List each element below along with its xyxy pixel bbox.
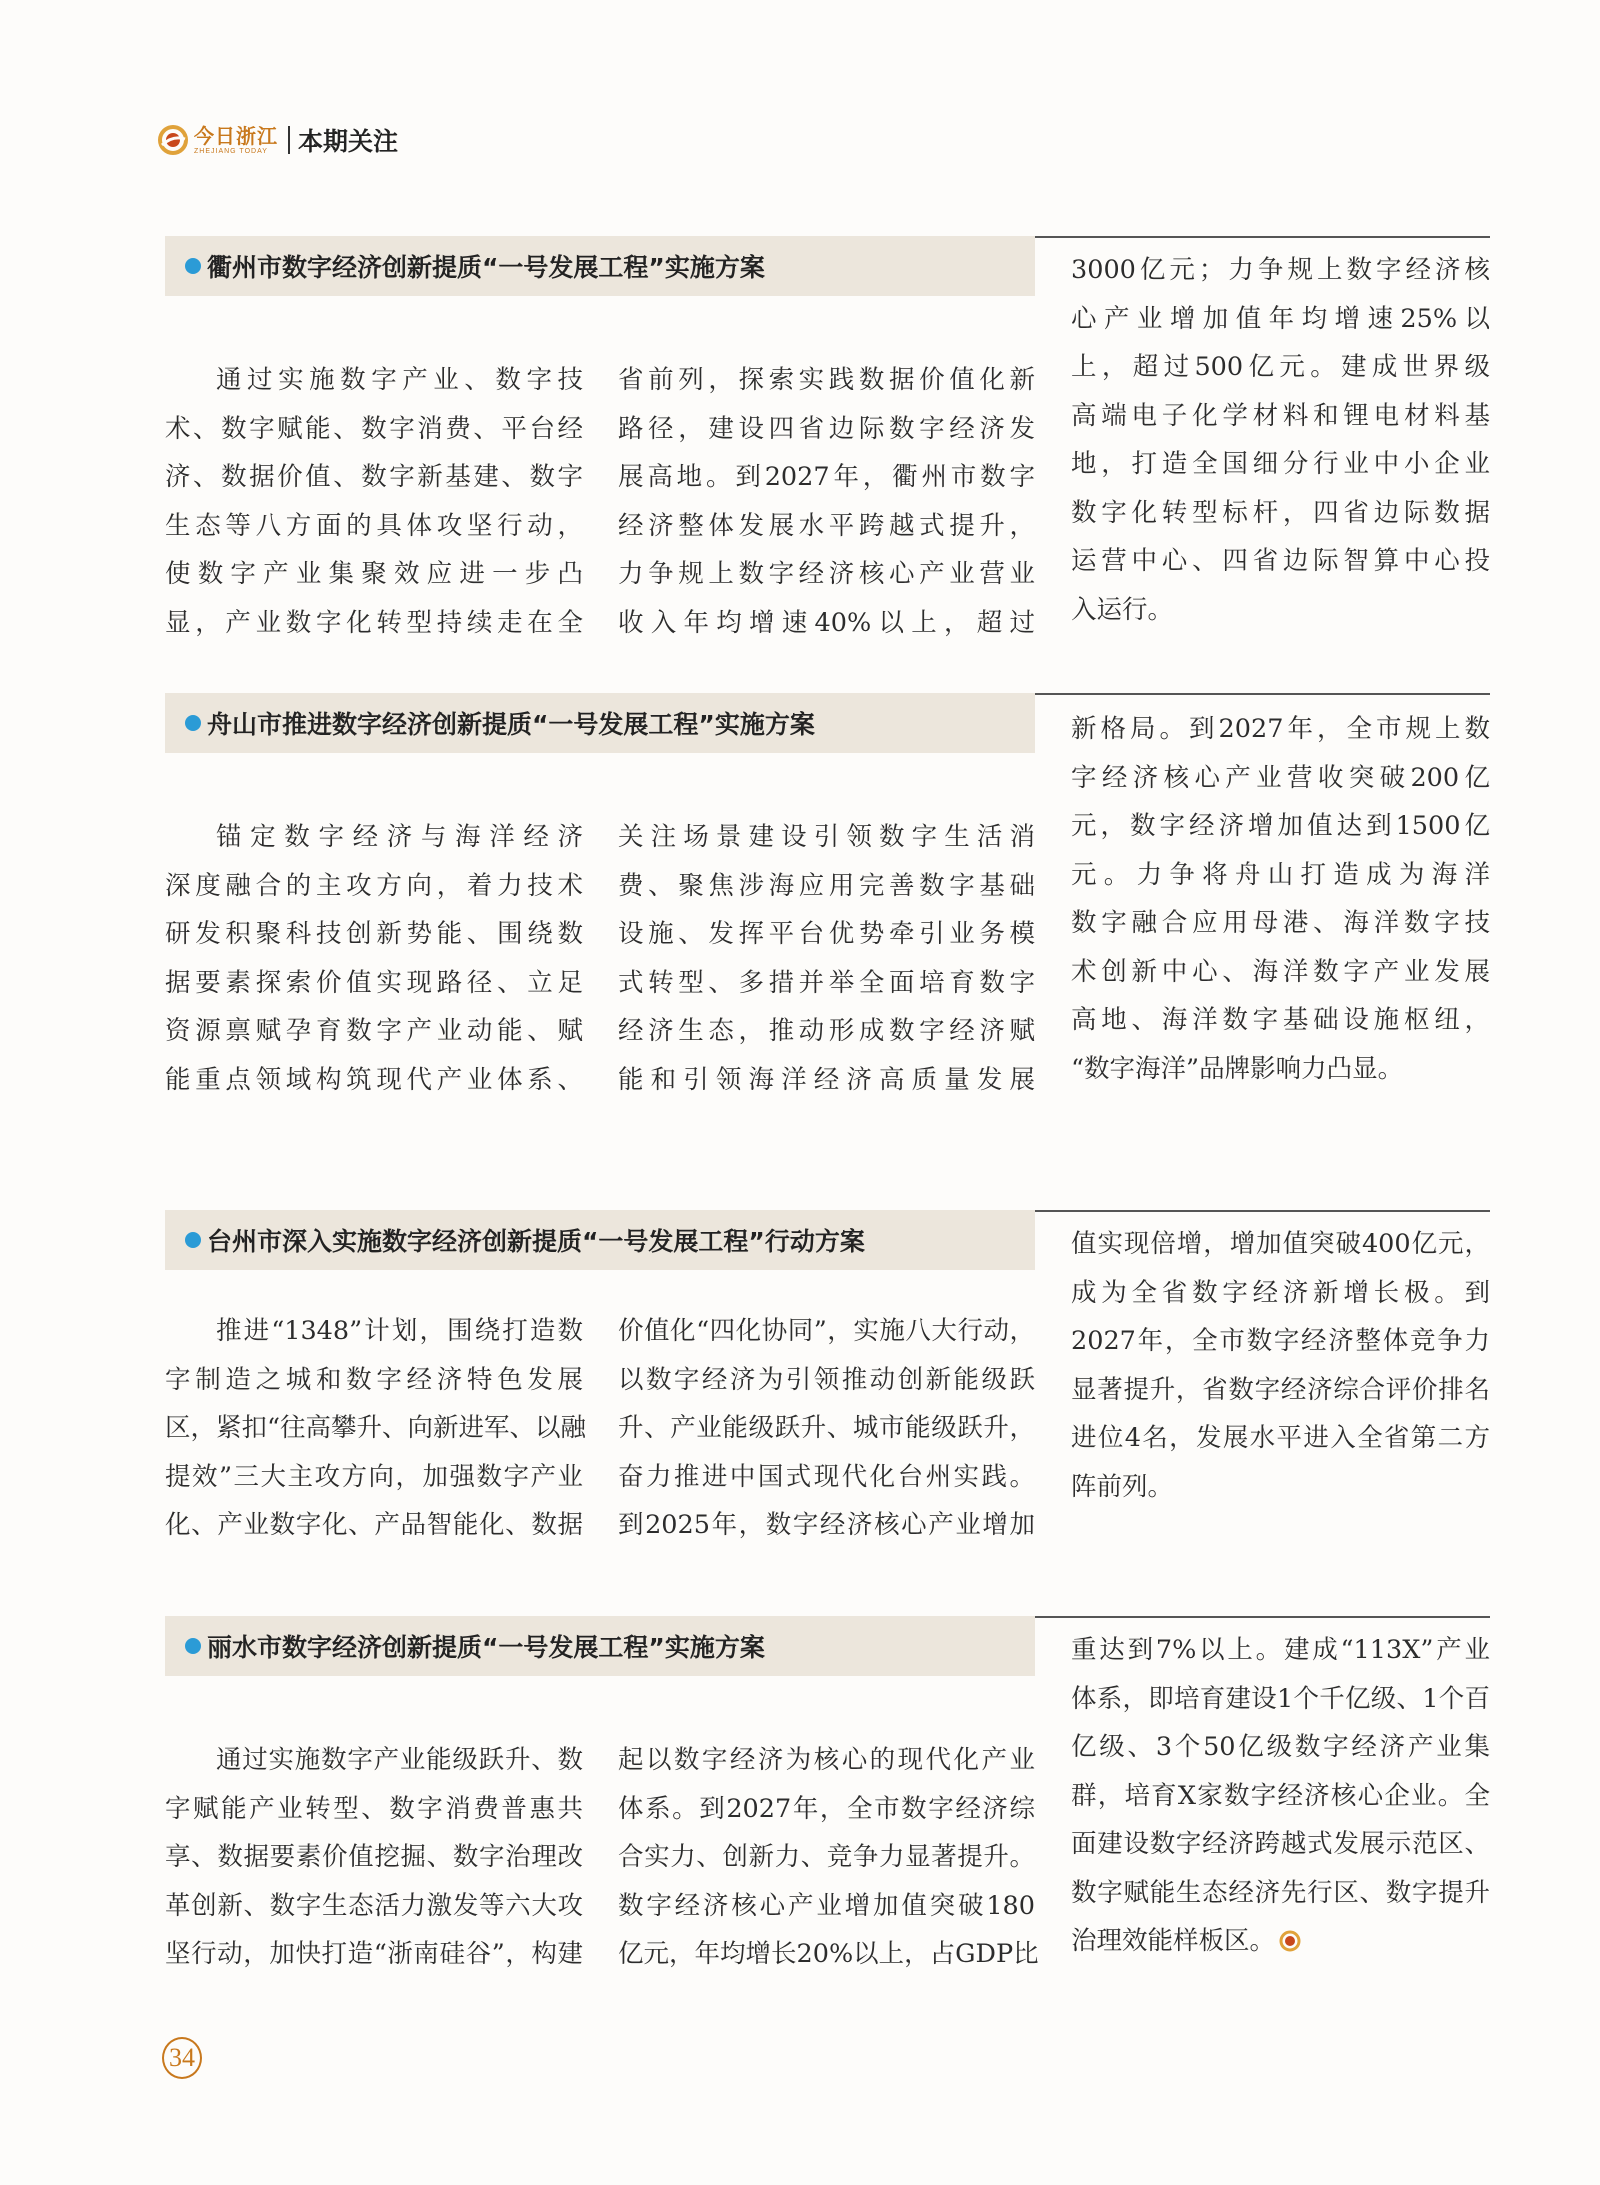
text-line: 体系，即培育建设1个千亿级、1个百: [1071, 1683, 1490, 1714]
text-line: 心产业增加值年均增速25%以: [1071, 303, 1490, 334]
text-line: 展高地。到2027年，衢州市数字: [618, 462, 1035, 492]
text-column-3: [1071, 246, 1490, 634]
text-column-1: [165, 813, 583, 1104]
text-line: 数字化转型标杆，四省边际数据: [1071, 497, 1490, 528]
text-line: 字赋能产业转型、数字消费普惠共: [165, 1793, 583, 1824]
text-line: 济、数据价值、数字新基建、数字: [165, 462, 583, 492]
text-line: 高地、海洋数字基础设施枢纽，: [1071, 1005, 1490, 1035]
text-line: 亿元，年均增长20%以上，占GDP比: [618, 1939, 1039, 1969]
text-line: 到2025年，数字经济核心产业增加: [618, 1510, 1035, 1540]
section-title: 丽水市数字经济创新提质“一号发展工程”实施方案: [207, 1633, 765, 1662]
text-line: 资源禀赋孕育数字产业动能、赋: [165, 1016, 583, 1046]
text-line: 上，超过500亿元。建成世界级: [1071, 352, 1490, 382]
text-line: 面建设数字经济跨越式发展示范区、: [1071, 1829, 1490, 1859]
text-line: 享、数据要素价值挖掘、数字治理改: [165, 1842, 583, 1872]
text-line: 据要素探索价值实现路径、立足: [165, 967, 583, 998]
section-title-bar: [165, 1616, 1035, 1676]
section-title-bar: [165, 693, 1035, 753]
bullet-dot-icon: [185, 1638, 201, 1654]
text-line: 2027年，全市数字经济整体竞争力: [1071, 1326, 1490, 1356]
text-line: 成为全省数字经济新增长极。到: [1071, 1277, 1490, 1308]
text-line: 路径，建设四省边际数字经济发: [618, 413, 1035, 444]
text-line: 经济整体发展水平跨越式提升，: [618, 510, 1035, 541]
section-title-bar: [165, 1210, 1035, 1270]
bullet-dot-icon: [185, 1232, 201, 1248]
text-line: 3000亿元；力争规上数字经济核: [1071, 255, 1490, 285]
text-line: 能重点领域构筑现代产业体系、: [165, 1064, 583, 1095]
text-line: “数字海洋”品牌影响力凸显。: [1071, 1053, 1404, 1084]
text-line: 治理效能样板区。: [1071, 1917, 1490, 1966]
section-title: 台州市深入实施数字经济创新提质“一号发展工程”行动方案: [207, 1227, 865, 1256]
zhejiang-today-logo-icon: [158, 125, 188, 155]
text-line: 重达到7%以上。建成“113X”产业: [1071, 1635, 1490, 1665]
text-column-2: [618, 356, 1035, 647]
text-line: 升、产业能级跃升、城市能级跃升，: [618, 1413, 1035, 1443]
text-line: 运营中心、四省边际智算中心投: [1071, 546, 1490, 576]
text-column-1: [165, 1736, 583, 1979]
text-line: 以数字经济为引领推动创新能级跃: [618, 1364, 1035, 1395]
header-divider: [288, 126, 290, 154]
page-header: [158, 118, 398, 162]
text-line: 费、聚焦涉海应用完善数字基础: [618, 870, 1035, 901]
text-line: 元。力争将舟山打造成为海洋: [1071, 859, 1490, 890]
article-end-icon: [1279, 1920, 1301, 1942]
text-line: 省前列，探索实践数据价值化新: [618, 365, 1035, 395]
text-line: 奋力推进中国式现代化台州实践。: [618, 1461, 1035, 1492]
text-line: 术、数字赋能、数字消费、平台经: [165, 413, 583, 444]
text-line: 关注场景建设引领数字生活消: [618, 822, 1035, 852]
section-title: 舟山市推进数字经济创新提质“一号发展工程”实施方案: [207, 710, 815, 739]
text-line: 进位4名，发展水平进入全省第二方: [1071, 1423, 1490, 1453]
text-line: 通过实施数字产业、数字技: [216, 365, 583, 395]
section-title: 衢州市数字经济创新提质“一号发展工程”实施方案: [207, 253, 765, 282]
text-column-3: [1071, 705, 1490, 1093]
text-line: 术创新中心、海洋数字产业发展: [1071, 956, 1490, 987]
text-column-1: [165, 356, 583, 647]
text-column-3: [1071, 1626, 1490, 1966]
text-line: 提效”三大主攻方向，加强数字产业: [165, 1461, 583, 1492]
text-line: 区，紧扣“往高攀升、向新进军、以融: [165, 1413, 587, 1443]
text-line: 阵前列。: [1071, 1471, 1174, 1502]
text-line: 字制造之城和数字经济特色发展: [165, 1364, 583, 1395]
text-line: 收入年均增速40%以上，超过: [618, 607, 1035, 638]
text-line: 高端电子化学材料和锂电材料基: [1071, 400, 1490, 431]
text-line: 群，培育X家数字经济核心企业。全: [1071, 1780, 1490, 1811]
text-line: 革创新、数字生态活力激发等六大攻: [165, 1890, 583, 1921]
column-title: 本期关注: [298, 127, 399, 156]
section-rule: [1035, 693, 1490, 695]
text-line: 研发积聚科技创新势能、围绕数: [165, 919, 583, 949]
text-line: 化、产业数字化、产品智能化、数据: [165, 1510, 583, 1540]
text-line: 新格局。到2027年，全市规上数: [1071, 714, 1490, 744]
text-line: 合实力、创新力、竞争力显著提升。: [618, 1842, 1035, 1872]
text-line: 数字赋能生态经济先行区、数字提升: [1071, 1877, 1490, 1908]
text-line: 入运行。: [1071, 594, 1174, 625]
text-line: 价值化“四化协同”，实施八大行动，: [618, 1316, 1035, 1346]
text-line: 显，产业数字化转型持续走在全: [165, 607, 583, 638]
page-number: 34: [162, 2037, 202, 2079]
text-line: 元，数字经济增加值达到1500亿: [1071, 811, 1490, 841]
logo-english: ZHEJIANG TODAY: [194, 147, 268, 155]
text-column-3: [1071, 1220, 1490, 1511]
text-line: 深度融合的主攻方向，着力技术: [165, 870, 583, 901]
section-title-bar: [165, 236, 1035, 296]
logo-chinese: 今日浙江: [194, 123, 278, 148]
section-rule: [1035, 236, 1490, 238]
bullet-dot-icon: [185, 258, 201, 274]
bullet-dot-icon: [185, 715, 201, 731]
text-line: 数字融合应用母港、海洋数字技: [1071, 908, 1490, 938]
text-line: 字经济核心产业营收突破200亿: [1071, 762, 1490, 793]
text-line: 锚定数字经济与海洋经济: [216, 822, 583, 852]
section-rule: [1035, 1210, 1490, 1212]
section-rule: [1035, 1616, 1490, 1618]
text-line: 值实现倍增，增加值突破400亿元，: [1071, 1229, 1490, 1259]
text-line: 使数字产业集聚效应进一步凸: [165, 559, 583, 589]
text-line: 生态等八方面的具体攻坚行动，: [165, 510, 583, 541]
text-line: 设施、发挥平台优势牵引业务模: [618, 919, 1035, 949]
text-column-2: [618, 813, 1035, 1104]
text-line: 数字经济核心产业增加值突破180: [618, 1890, 1035, 1921]
text-line: 力争规上数字经济核心产业营业: [618, 559, 1035, 589]
text-line: 显著提升，省数字经济综合评价排名: [1071, 1374, 1490, 1405]
text-line: 经济生态，推动形成数字经济赋: [618, 1016, 1035, 1046]
text-line: 推进“1348”计划，围绕打造数: [216, 1316, 583, 1346]
text-line: 体系。到2027年，全市数字经济综: [618, 1793, 1035, 1824]
text-column-2: [618, 1736, 1039, 1979]
text-line: 能和引领海洋经济高质量发展: [618, 1064, 1035, 1095]
text-line: 式转型、多措并举全面培育数字: [618, 967, 1035, 998]
text-column-2: [618, 1307, 1035, 1550]
text-line: 坚行动，加快打造“浙南硅谷”，构建: [165, 1939, 583, 1969]
text-line: 通过实施数字产业能级跃升、数: [216, 1745, 583, 1775]
text-line: 地，打造全国细分行业中小企业: [1071, 449, 1490, 479]
text-column-1: [165, 1307, 587, 1550]
text-line: 起以数字经济为核心的现代化产业: [618, 1745, 1035, 1775]
text-line: 亿级、3个50亿级数字经济产业集: [1071, 1732, 1490, 1762]
logo-text: [194, 123, 278, 155]
